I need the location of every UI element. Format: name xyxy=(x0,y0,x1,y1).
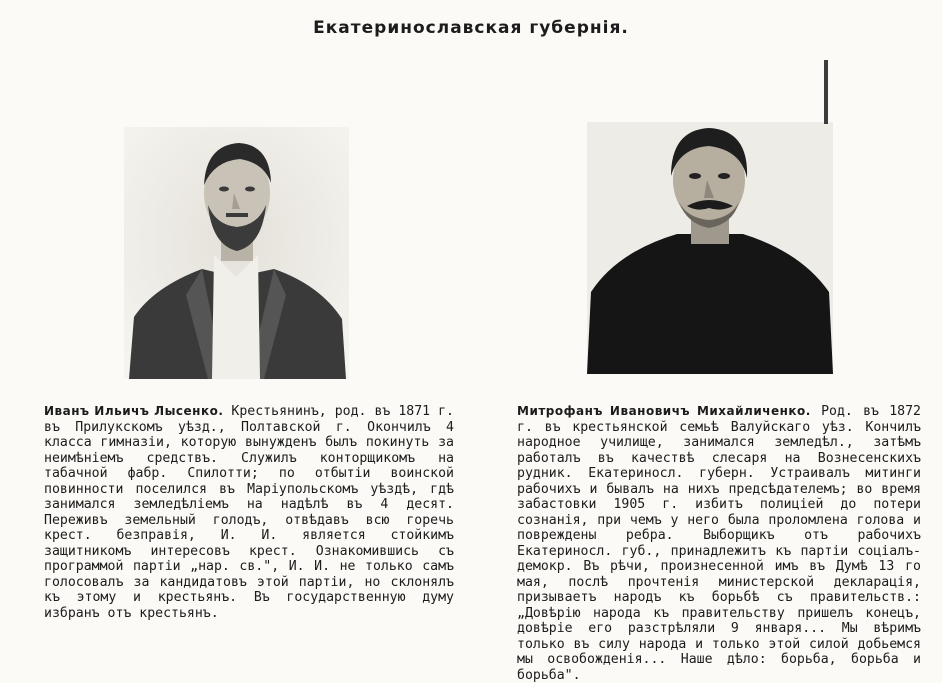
biography-lysenko xyxy=(44,404,454,621)
biography-text: Крестьянинъ, род. въ 1871 г. въ Прилукскомъ уѣзд., Полтавской г. Окончилъ 4 класса гимназіи, которую вынужденъ былъ покинуть за неимѣніемъ средствъ. Служилъ конторщикомъ на табачной фабр. Спилотти; по отбытіи воинской повинности поселился въ Маріупольскомъ уѣздѣ, гдѣ занимался земледѣліемъ на надѣлѣ въ 4 десят. Переживъ земельный голодъ, отвѣдавъ всю горечь крест. безправія, И. И. является стойкимъ защитникомъ интересовъ крест. Ознакомившись съ программой партіи „нар. св.", И. И. не только самъ голосовалъ за кандидатовъ этой партіи, но склонялъ къ этому и крестьянъ. Въ государственную думу избранъ отъ крестьянъ. xyxy=(44,404,454,621)
person-name: Митрофанъ Ивановичъ Михайличенко. xyxy=(517,404,811,418)
print-artifact xyxy=(820,60,832,124)
biography-mikhailichenko xyxy=(517,404,921,683)
biography-text: Род. въ 1872 г. въ крестьянской семьѣ Валуйскаго уѣз. Кончилъ народное училище, занимался земледѣл., затѣмъ работалъ въ качествѣ слесаря на Вознесенскихъ рудник. Екатериносл. губерн. Устраивалъ митинги рабочихъ и бывалъ на нихъ предсѣдателемъ; во время забастовки 1905 г. избитъ полиціей до потери сознанія, при чемъ у него была проломлена голова и повреждены ребра. Выборщикъ отъ рабочихъ Екатериносл. губ., принадлежитъ къ партіи соціалъ-демокр. Въ рѣчи, произнесенной имъ въ Думѣ 13 го мая, послѣ прочтенія министерской декларація, призываетъ народъ къ борьбѣ съ правительств.: „Довѣрію народа къ правительству пришелъ конецъ, довѣріе его разстрѣляли 9 января... Мы вѣримъ только въ силу народа и только этой силой добьемся мы освобожденія... Наше дѣло: борьба, борьба и борьба". xyxy=(517,404,921,683)
portrait-photo-mikhailichenko xyxy=(587,122,833,374)
person-name: Иванъ Ильичъ Лысенко. xyxy=(44,404,224,418)
page-title: Екатеринославская губернія. xyxy=(313,18,629,38)
portrait-photo-lysenko xyxy=(124,127,349,379)
